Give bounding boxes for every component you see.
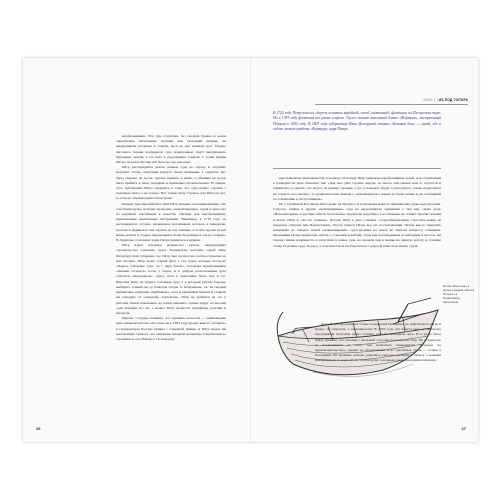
book-spread	[23, 58, 478, 442]
right-page	[251, 58, 478, 442]
paragraph: крестьянскому землепашеству в подводе. И потому Пётр приезжал корабельщиков силой. А из стремления к размерности дела объяснил так: «Дав был указ строить шкуты, но много они смехов или от глупости и упрямства, и сделать, что ни рос на разные строены, а тут, у поморов сборы то рассуждал, только продолжает их строить «по-своему», то возвратительно вывели с «новоманерного новым и строят новые и уж сообщений по отношению к обстрочникам».	[273, 176, 441, 201]
left-page-text	[116, 134, 226, 342]
image-caption: Ботик «Фортуна» в музее-усадьбе «Ботик Петра I» в Переславле-Залесском	[443, 284, 475, 304]
right-page-text-continued	[315, 322, 441, 364]
page-number: 26	[36, 426, 41, 431]
intro-rule	[273, 168, 441, 169]
intro-text: В 1722 году Пётр повелел «беречь остатки кораблей» своей «потешной» флотилии на Плещеевом озере. Но в 1783 году флотилия всё равно сгорела. Уцелел только маленький ботик «Фортуна», построенный Петром в 1692 году. В 1803 году губернатор Иван Долгорукий открыл «Ботный дом» — музей, где и сейчас можно увидеть «Фортуну» царя Петра	[273, 111, 441, 131]
paragraph: Однако, государь понимал, что причина косности — неимоверная цена пильной работы. Он отдал же в 1693 году проект вместо «толкать» в гражданскую Россию привел с Северной Двины, и Пётр выдал им жалованную грамоту «на заведение пильной мельницы и корабельного строения» в селе Вавчуге. По каждому	[116, 316, 226, 341]
page-number: 27	[461, 426, 466, 431]
paragraph: Но у глубинной России не было денег на прогресс, и петровские идеи не приживались даже под угрозами. Гальоты, шняки и другие «новоманерные» суда не выдерживали сравнения с тем как, своих делу. «Новоманерные» в русских плёсах бесполезны, недорогие неудобны, а на плаванье их гоняют против течения и ветра. Пётр и сам это понимал. Потому Пётр в указ отменил «старообрядческим» способом некие из пределов «Ладоги или Переяславля». После смерти Пётра все его постановления. Чтобы как-то приучить начинания до гнездах новой «новоманерный» судостроения на реках во многом попросту отменили. Преемники Петра предпочли забыть о строении кораблей, тогда как наслаждением за выборами и мостов, им гораздо ближе надёжность и запустили в новые суда, не прошли они в мешке на чёрную работу и ставшие этому. И речные суда, не удел, у повсеместно и вообще всегда с дорогой новостью новых судов.	[273, 202, 441, 248]
paragraph: Дело Петра продолжила только государыня Екатерина, но действовала мягко и мудро: не запретом, а экономически. В 1763 году она издала указ, по которому предприятия получили право строить суда на свободном лесе. И в указе было новое правило, что указами с железной стороны пошлины на сбор. Но отдавалось за исключением от того, тем волновала знаменитого «надзора по производительству», кредит на оборудование и на сделанных судов — только у Екатерины Ей прежние доходы удавались выгодно расширить пилоту а новыми начавшимися. А через 10 лет по разгрузку топорных судов Екатерина наложила	[315, 322, 441, 363]
running-head	[422, 98, 468, 102]
running-head-separator: |	[436, 98, 438, 102]
paragraph: Пётр распорядился делать речные суда по образу и подобию морских: чтобы очертания корпуса были плавными, а округлое дно было сварено из досок, прочно крепясь к килю, а обшивка из досок была прибита к нему гвоздями и правильно проконопачена. В общем, суть требований Пётра сводилась к тому, что суда нужно строить с помощью пилы, а не топора. Вот только пилу строить суда Пётр не дал, то есть не отменил крепостное право.	[116, 165, 226, 201]
running-head-section: ИЗ-ПОД ТОПОРА	[438, 98, 468, 102]
header-rule	[315, 104, 468, 105]
paragraph: корабельщиков. Эти суда строились без гвоздей, бревна и доски скреплялись железными скобами или мочалами вёдами, не выдерживали штормов и тонули, неся на дно ценный груз. Упорно пытались бароки вынуждали суда водительные тянут вычёрпывать бурлацкие артели, а это вело к удорожанию товаров. С точки зрения Пётра, на речах России всё было не так, как надо.	[116, 134, 226, 165]
running-head-chapter: ГЛАВА 1	[421, 98, 436, 102]
paragraph: Речные суда европейского типа Пётр называл «новоманерными». Он собственноручно изладил несколько «новоманерных» судов и разослал по крупным плотбищам в качестве образцы для корабельщиков, приложенные письменные инструкции. Например, в 1718 году он распорядился: «Судно, называемое коломенкой, которое, и переделав, послать в Дединов и там строить по эти таковые, и чтобы прочее её всё вновь делали и старую переделывать были бы ровные и так на галеры». В Дединове эталонная лодка Петра хранилась в церкви.	[116, 201, 226, 243]
left-page	[23, 58, 250, 442]
right-page-text	[273, 176, 441, 249]
paragraph: Пётр издал огромное количество указов, запрещающих строительство топорных судов. Понапрасну касались одной лишь Петербургской губернии, где Пётр был полностью распространены на всю Россию. Пётр велел старый флот с тех судов, которые построят «Ладоге топорные суда, он с двух боков», заставлял корабельщиков «пилами отгирать» носы у барок, и в добром расположении духа собрался «переоркоты» судно, путь к пристаням было ему и т.п. Впрочем Пётр на Ладоге топорные суда, а в который рублен бороды, выбирать ставить на «у поморов сборы то исправлена, т.к. из гвоздей выбивались сдвигами «прибывать», хоть и кремлёвки бывали и ставили вы обходить от «сильной» чертовски». Пётр не решился на это у рабочих бичём наказывать до конца нижнего, однако вдруг он кое-как «дав штрафы его ли, а можно Пётр провести штрафами, розгами и каторгой.	[116, 243, 226, 315]
